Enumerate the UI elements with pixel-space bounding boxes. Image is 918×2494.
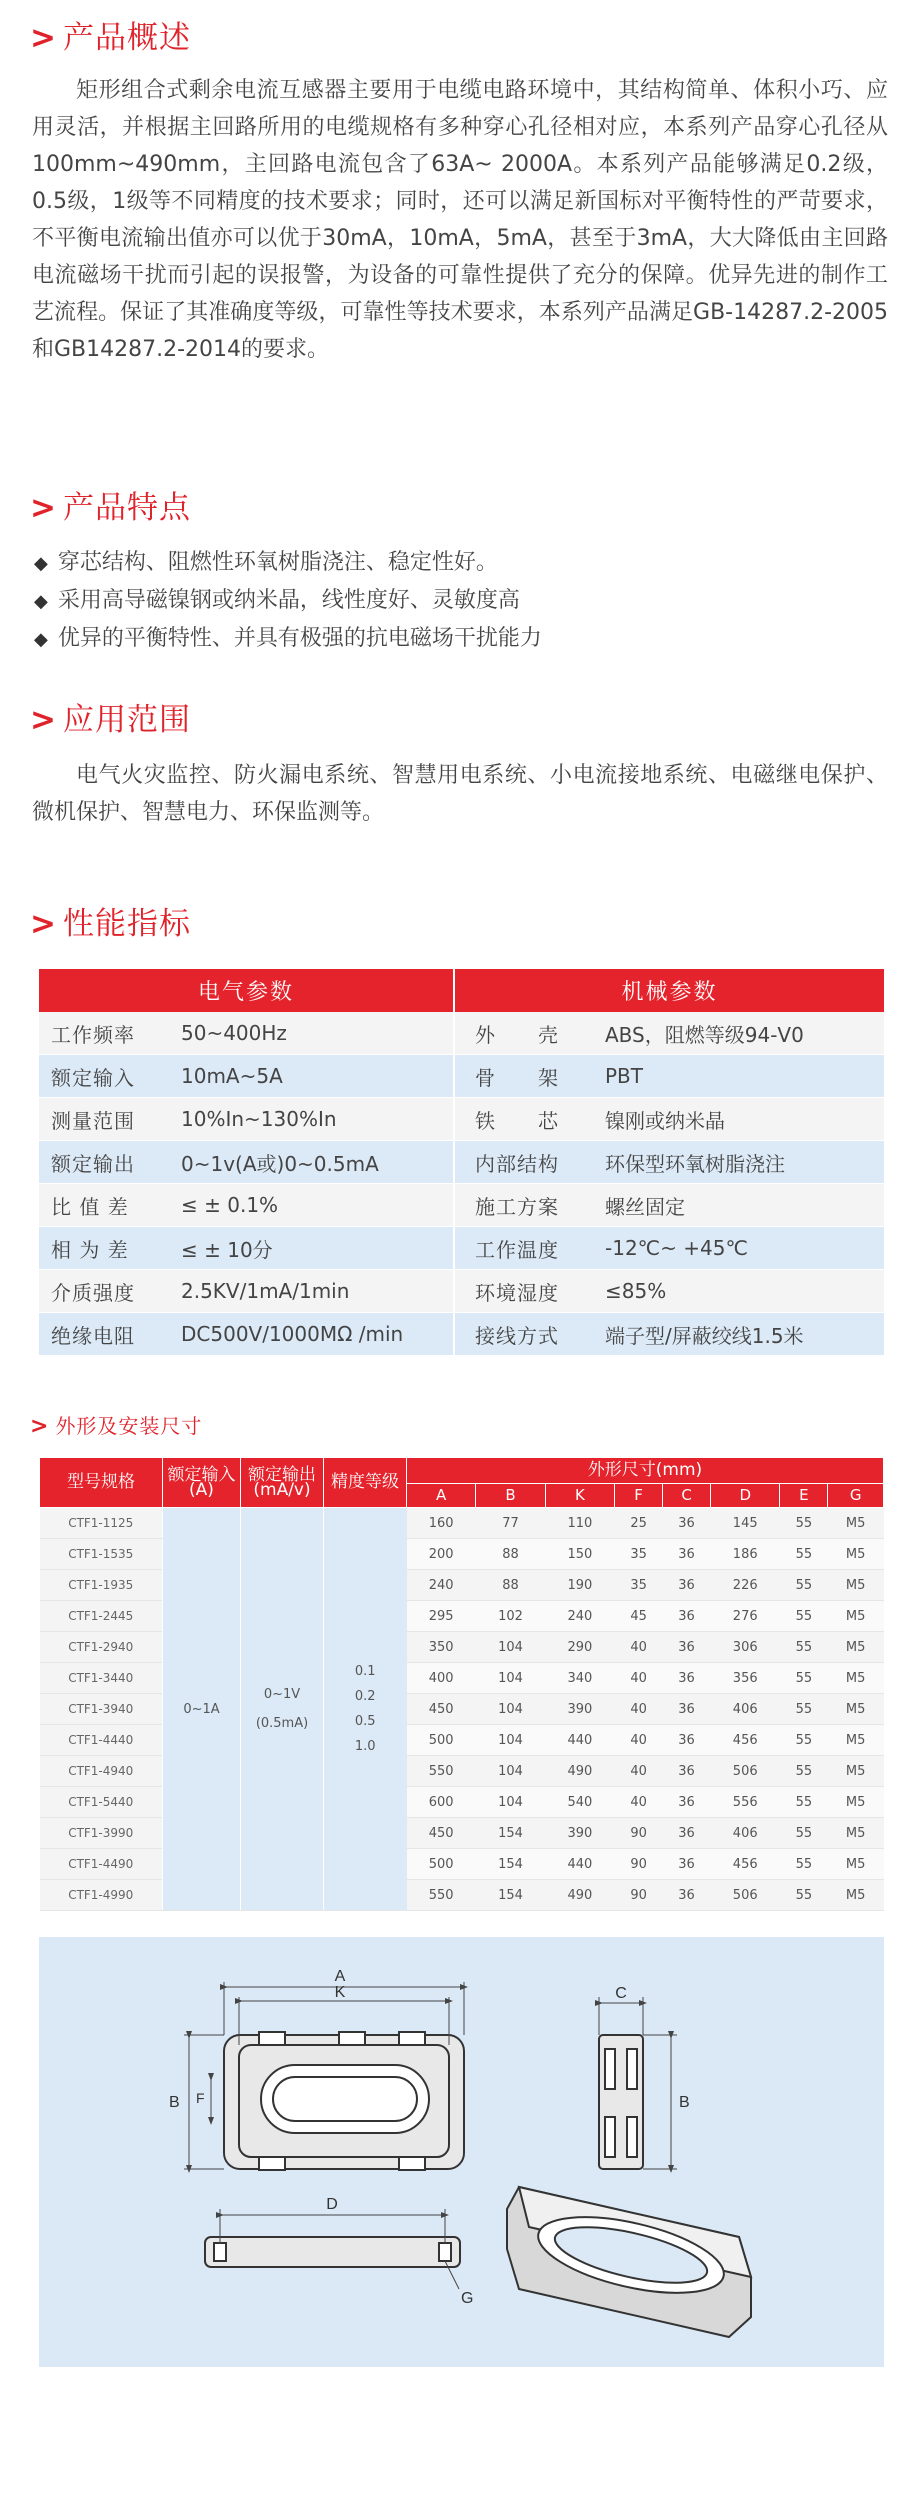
- dimension-value: 160: [407, 1508, 476, 1539]
- dimension-value: 226: [711, 1570, 780, 1601]
- dimension-value: 55: [780, 1632, 828, 1663]
- col-letter: B: [476, 1484, 545, 1508]
- label-c: C: [615, 1985, 627, 2002]
- table-cell: 工作温度: [454, 1227, 593, 1270]
- dimension-value: 600: [407, 1787, 476, 1818]
- accuracy-value: 0.5: [354, 1714, 376, 1729]
- model-cell: CTF1-3990: [40, 1818, 163, 1849]
- dimension-value: M5: [828, 1818, 884, 1849]
- model-cell: CTF1-2940: [40, 1632, 163, 1663]
- dimension-value: 276: [711, 1601, 780, 1632]
- dimension-value: 104: [476, 1632, 545, 1663]
- section-title-performance: > 性能指标: [30, 906, 191, 942]
- dimension-value: 456: [711, 1849, 780, 1880]
- dimension-value: 150: [545, 1539, 614, 1570]
- dimension-value: M5: [828, 1694, 884, 1725]
- dimension-value: 350: [407, 1632, 476, 1663]
- col-letter: K: [545, 1484, 614, 1508]
- label-b: B: [169, 2094, 180, 2111]
- model-cell: CTF1-3440: [40, 1663, 163, 1694]
- dimension-value: 36: [663, 1756, 711, 1787]
- dimension-value: 154: [476, 1818, 545, 1849]
- col-letter: F: [615, 1484, 663, 1508]
- table-row: [39, 1270, 884, 1313]
- table-row: [39, 1184, 884, 1227]
- list-item: ◆ 优异的平衡特性、并具有极强的抗电磁场干扰能力: [34, 620, 884, 658]
- dimension-value: 36: [663, 1849, 711, 1880]
- dimension-value: 104: [476, 1725, 545, 1756]
- dimension-value: 90: [615, 1880, 663, 1911]
- table-cell: 内部结构: [454, 1141, 593, 1184]
- dimension-value: 450: [407, 1818, 476, 1849]
- table-cell: 铁 芯: [454, 1098, 593, 1141]
- dimension-value: 406: [711, 1818, 780, 1849]
- dimension-value: 240: [407, 1570, 476, 1601]
- dimension-value: 390: [545, 1694, 614, 1725]
- dimension-value: 540: [545, 1787, 614, 1818]
- dimension-value: 90: [615, 1818, 663, 1849]
- dimension-value: 25: [615, 1508, 663, 1539]
- dimension-value: 88: [476, 1539, 545, 1570]
- dimension-value: 186: [711, 1539, 780, 1570]
- dimension-value: 90: [615, 1849, 663, 1880]
- section-title-application: > 应用范围: [30, 702, 191, 738]
- dimension-value: 110: [545, 1508, 614, 1539]
- dimension-value: 104: [476, 1787, 545, 1818]
- table-cell: 介质强度: [39, 1270, 169, 1313]
- dimension-value: 306: [711, 1632, 780, 1663]
- header-electrical: 电气参数: [39, 969, 454, 1012]
- table-row: [39, 1055, 884, 1098]
- header-mechanical: 机械参数: [454, 969, 884, 1012]
- table-cell: 施工方案: [454, 1184, 593, 1227]
- dimension-value: 440: [545, 1725, 614, 1756]
- dimension-value: M5: [828, 1508, 884, 1539]
- dimension-value: 154: [476, 1849, 545, 1880]
- table-row: [39, 1313, 884, 1356]
- table-cell: 端子型/屏蔽绞线1.5米: [593, 1313, 884, 1356]
- dimension-value: 36: [663, 1539, 711, 1570]
- dimension-value: 40: [615, 1725, 663, 1756]
- label-d: D: [326, 2196, 338, 2213]
- dimension-value: 55: [780, 1663, 828, 1694]
- table-cell: DC500V/1000MΩ /min: [169, 1313, 454, 1356]
- dimension-value: 154: [476, 1880, 545, 1911]
- table-cell: ABS，阻燃等级94-V0: [593, 1012, 884, 1055]
- dimension-value: 500: [407, 1849, 476, 1880]
- dimension-value: 340: [545, 1663, 614, 1694]
- dimension-value: 40: [615, 1694, 663, 1725]
- table-cell: 10mA~5A: [169, 1055, 454, 1098]
- dimension-value: 36: [663, 1787, 711, 1818]
- model-cell: CTF1-1535: [40, 1539, 163, 1570]
- dimension-value: 506: [711, 1880, 780, 1911]
- dimension-value: 500: [407, 1725, 476, 1756]
- table-cell: 额定输出: [39, 1141, 169, 1184]
- dimension-value: 356: [711, 1663, 780, 1694]
- table-cell: 0~1v(A或)0~0.5mA: [169, 1141, 454, 1184]
- table-cell: 接线方式: [454, 1313, 593, 1356]
- dimension-value: 36: [663, 1570, 711, 1601]
- input-cell: 0~1A: [163, 1508, 241, 1911]
- table-row: [39, 1141, 884, 1184]
- model-cell: CTF1-4490: [40, 1849, 163, 1880]
- dimension-value: 490: [545, 1756, 614, 1787]
- dimension-value: 36: [663, 1880, 711, 1911]
- model-cell: CTF1-4990: [40, 1880, 163, 1911]
- dimension-value: 36: [663, 1601, 711, 1632]
- table-cell: 相 为 差: [39, 1227, 169, 1270]
- perspective-view: [507, 2187, 751, 2337]
- dimension-value: 456: [711, 1725, 780, 1756]
- dimension-value: 55: [780, 1787, 828, 1818]
- dimension-value: 550: [407, 1756, 476, 1787]
- table-cell: ≤ ± 10分: [169, 1227, 454, 1270]
- dimension-value: M5: [828, 1601, 884, 1632]
- table-cell: 绝缘电阻: [39, 1313, 169, 1356]
- model-cell: CTF1-3940: [40, 1694, 163, 1725]
- table-row: [39, 1098, 884, 1141]
- table-cell: ≤85%: [593, 1270, 884, 1313]
- dimension-value: 104: [476, 1663, 545, 1694]
- application-paragraph: 电气火灾监控、防火漏电系统、智慧用电系统、小电流接地系统、电磁继电保护、微机保护、智慧电力、环保监测等。: [32, 763, 888, 825]
- model-cell: CTF1-2445: [40, 1601, 163, 1632]
- chevron-right-icon: >: [30, 490, 57, 526]
- list-item: ◆ 穿芯结构、阻燃性环氧树脂浇注、稳定性好。: [34, 544, 884, 582]
- drawing-svg: [39, 1937, 884, 2367]
- col-letter: C: [663, 1484, 711, 1508]
- col-letter: G: [828, 1484, 884, 1508]
- dimension-value: M5: [828, 1663, 884, 1694]
- col-input: 额定输入(A): [163, 1458, 241, 1508]
- chevron-right-icon: >: [30, 1414, 50, 1439]
- dimension-value: 145: [711, 1508, 780, 1539]
- dimension-value: 556: [711, 1787, 780, 1818]
- label-k: K: [334, 1984, 346, 2001]
- table-cell: PBT: [593, 1055, 884, 1098]
- model-cell: CTF1-4440: [40, 1725, 163, 1756]
- dimension-value: 290: [545, 1632, 614, 1663]
- dimension-value: 506: [711, 1756, 780, 1787]
- table-row: [40, 1508, 884, 1539]
- dimension-value: 390: [545, 1818, 614, 1849]
- table-row: [39, 1012, 884, 1055]
- table-cell: 比 值 差: [39, 1184, 169, 1227]
- dimension-value: 55: [780, 1818, 828, 1849]
- table-cell: 2.5KV/1mA/1min: [169, 1270, 454, 1313]
- dimension-value: 55: [780, 1570, 828, 1601]
- dimension-value: 440: [545, 1849, 614, 1880]
- dimension-value: 400: [407, 1663, 476, 1694]
- dimension-value: 35: [615, 1539, 663, 1570]
- table-cell: 骨 架: [454, 1055, 593, 1098]
- dimension-value: M5: [828, 1632, 884, 1663]
- dimension-value: 40: [615, 1663, 663, 1694]
- dimension-value: 55: [780, 1880, 828, 1911]
- dimension-value: 35: [615, 1570, 663, 1601]
- dimension-value: 490: [545, 1880, 614, 1911]
- label-a: A: [334, 1968, 346, 1985]
- dimension-value: 295: [407, 1601, 476, 1632]
- features-list: [34, 544, 884, 658]
- dimension-value: 36: [663, 1694, 711, 1725]
- label-f: F: [196, 2090, 205, 2106]
- dimension-value: 55: [780, 1694, 828, 1725]
- accuracy-cell: [324, 1508, 407, 1911]
- dimension-value: 40: [615, 1632, 663, 1663]
- dimension-value: 88: [476, 1570, 545, 1601]
- table-cell: 工作频率: [39, 1012, 169, 1055]
- dimension-value: 40: [615, 1756, 663, 1787]
- dimension-value: 36: [663, 1725, 711, 1756]
- accuracy-value: 0.1: [354, 1664, 376, 1679]
- dimension-value: 36: [663, 1632, 711, 1663]
- table-cell: 环保型环氧树脂浇注: [593, 1141, 884, 1184]
- dimension-value: 40: [615, 1787, 663, 1818]
- output-value: (0.5mA): [255, 1716, 309, 1731]
- dimension-value: 104: [476, 1694, 545, 1725]
- dimension-value: 55: [780, 1601, 828, 1632]
- dimension-value: M5: [828, 1756, 884, 1787]
- performance-table: [39, 969, 884, 1356]
- dimension-value: 45: [615, 1601, 663, 1632]
- col-model: 型号规格: [40, 1458, 163, 1508]
- output-cell: [241, 1508, 324, 1911]
- table-cell: ≤ ± 0.1%: [169, 1184, 454, 1227]
- label-b2: B: [679, 2094, 690, 2111]
- dimension-value: 55: [780, 1539, 828, 1570]
- dimension-value: 550: [407, 1880, 476, 1911]
- model-cell: CTF1-5440: [40, 1787, 163, 1818]
- table-cell: 环境湿度: [454, 1270, 593, 1313]
- dimension-value: M5: [828, 1787, 884, 1818]
- col-size: 外形尺寸(mm): [407, 1458, 884, 1484]
- table-cell: 外 壳: [454, 1012, 593, 1055]
- col-letter: E: [780, 1484, 828, 1508]
- chevron-right-icon: >: [30, 702, 57, 738]
- dimension-drawing: [39, 1937, 884, 2367]
- overview-paragraph: 矩形组合式剩余电流互感器主要用于电缆电路环境中，其结构简单、体积小巧、应用灵活，并根据主回路所用的电缆规格有多种穿心孔径相对应，本系列产品穿心孔径从100mm~490mm，主回路电流包含了63A~ 2000A。本系列产品能够满足0.2级，0.5级，1级等不同精度的技术要求；同时，还可以满足新国标对平衡特性的严苛要求，不平衡电流输出值亦可以优于30mA，10mA，5mA，甚至于3mA，大大降低由主回路电流磁场干扰而引起的误报警，为设备的可靠性提供了充分的保障。优异先进的制作工艺流程。保证了其准确度等级，可靠性等技术要求，本系列产品满足GB-14287.2-2005和GB14287.2-2014的要求。: [32, 78, 888, 362]
- dimension-value: 450: [407, 1694, 476, 1725]
- dimension-value: 104: [476, 1756, 545, 1787]
- dimension-value: 36: [663, 1508, 711, 1539]
- dimension-value: 55: [780, 1849, 828, 1880]
- dimension-value: 36: [663, 1663, 711, 1694]
- chevron-right-icon: >: [30, 20, 57, 56]
- list-item: ◆ 采用高导磁镍钢或纳米晶，线性度好、灵敏度高: [34, 582, 884, 620]
- dimension-value: 190: [545, 1570, 614, 1601]
- table-cell: 测量范围: [39, 1098, 169, 1141]
- dimension-value: 200: [407, 1539, 476, 1570]
- dimension-value: 55: [780, 1725, 828, 1756]
- dimension-value: M5: [828, 1539, 884, 1570]
- model-cell: CTF1-1125: [40, 1508, 163, 1539]
- col-accuracy: 精度等级: [324, 1458, 407, 1508]
- section-title-features: > 产品特点: [30, 490, 191, 526]
- dimension-value: M5: [828, 1880, 884, 1911]
- section-title-overview: > 产品概述: [30, 20, 191, 56]
- dimension-value: M5: [828, 1849, 884, 1880]
- output-value: 0~1V: [263, 1687, 301, 1702]
- table-cell: 额定输入: [39, 1055, 169, 1098]
- col-letter: A: [407, 1484, 476, 1508]
- accuracy-value: 1.0: [354, 1739, 376, 1754]
- section-title-dimensions: > 外形及安装尺寸: [30, 1414, 203, 1439]
- dimension-value: M5: [828, 1570, 884, 1601]
- dimension-value: 55: [780, 1756, 828, 1787]
- front-view: [224, 2032, 464, 2170]
- side-view: [599, 2035, 643, 2169]
- table-cell: 螺丝固定: [593, 1184, 884, 1227]
- model-cell: CTF1-4940: [40, 1756, 163, 1787]
- table-cell: 50~400Hz: [169, 1012, 454, 1055]
- dimension-value: 77: [476, 1508, 545, 1539]
- dimension-value: 240: [545, 1601, 614, 1632]
- label-g: G: [461, 2290, 474, 2307]
- accuracy-value: 0.2: [354, 1689, 376, 1704]
- col-output: 额定输出(mA/v): [241, 1458, 324, 1508]
- dimension-value: M5: [828, 1725, 884, 1756]
- dimension-value: 55: [780, 1508, 828, 1539]
- table-cell: -12℃~ +45℃: [593, 1227, 884, 1270]
- model-cell: CTF1-1935: [40, 1570, 163, 1601]
- dimension-value: 102: [476, 1601, 545, 1632]
- chevron-right-icon: >: [30, 906, 57, 942]
- table-row: [39, 1227, 884, 1270]
- dimension-value: 406: [711, 1694, 780, 1725]
- table-cell: 10%In~130%In: [169, 1098, 454, 1141]
- bottom-view: [205, 2237, 460, 2267]
- col-letter: D: [711, 1484, 780, 1508]
- dimension-value: 36: [663, 1818, 711, 1849]
- table-cell: 镍刚或纳米晶: [593, 1098, 884, 1141]
- dimension-table: [39, 1457, 884, 1911]
